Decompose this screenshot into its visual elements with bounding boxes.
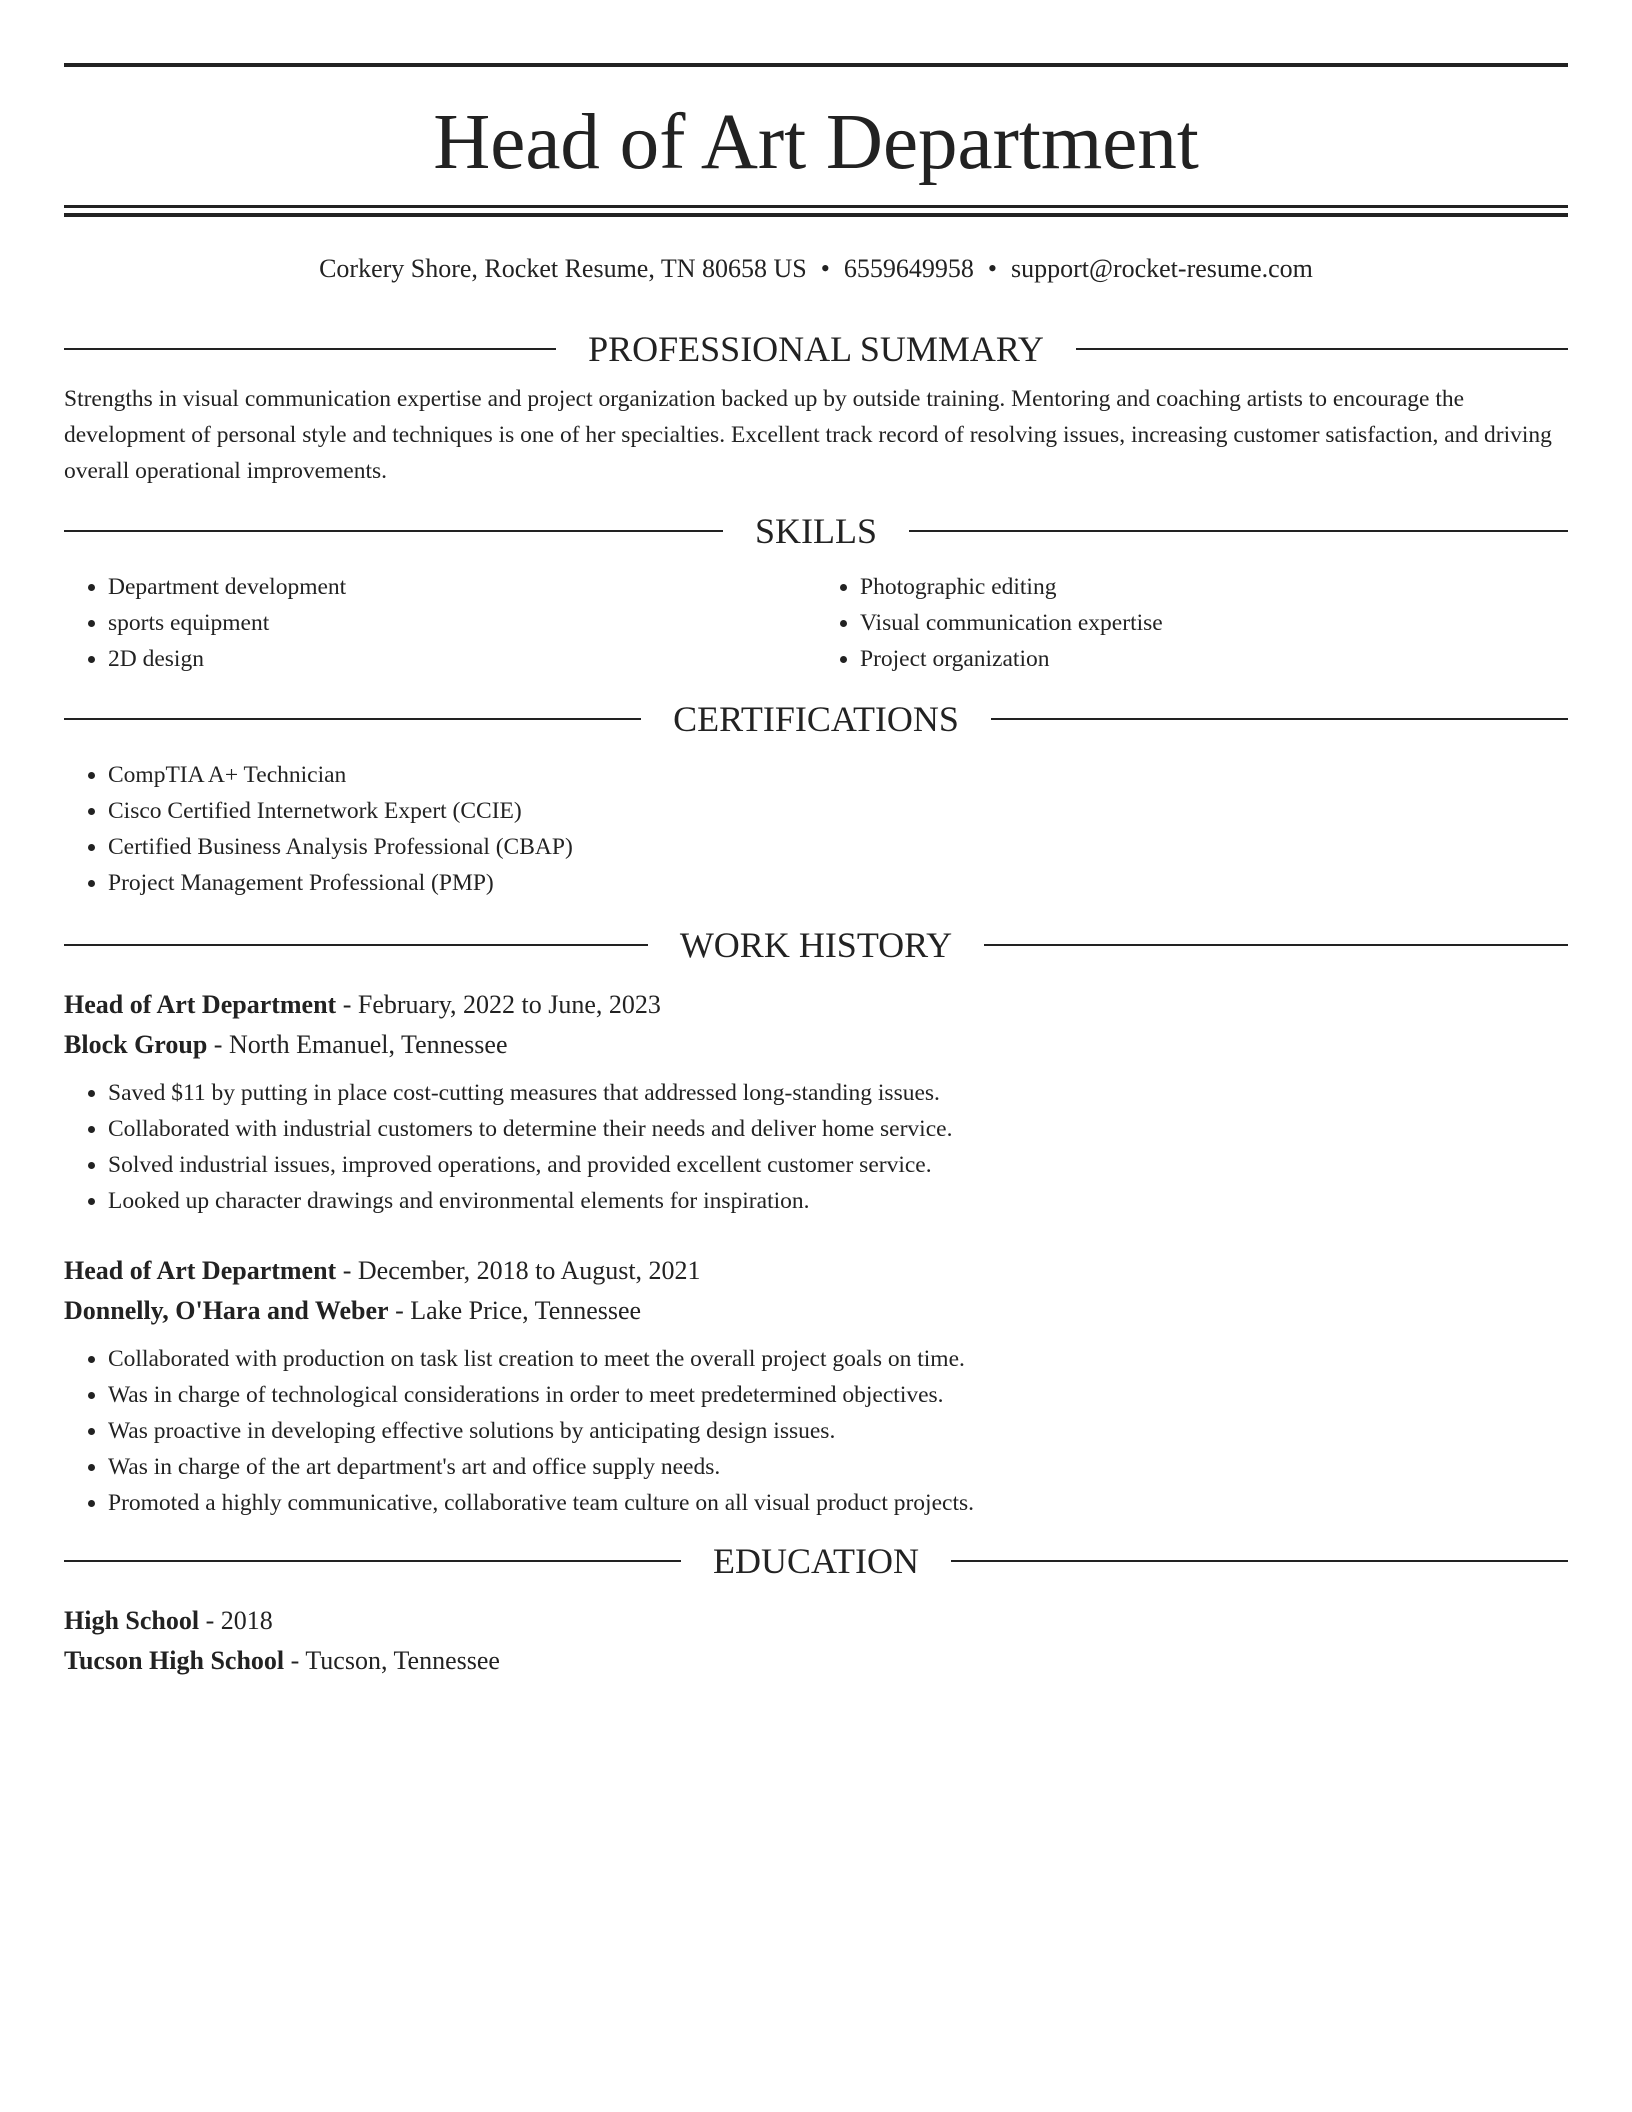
education-degree-line (64, 1601, 1568, 1641)
section-heading-education (64, 1543, 1568, 1579)
section-heading-skills (64, 513, 1568, 549)
job-bullet: • Was in charge of the art department's art and office supply needs. (108, 1449, 1568, 1485)
job-title: Head of Art Department (64, 990, 337, 1019)
education-year: - 2018 (199, 1606, 273, 1635)
contact-separator: • (820, 254, 830, 283)
skills-column-left (64, 569, 816, 677)
section-title-work: WORK HISTORY (679, 925, 953, 965)
contact-address: Corkery Shore, Rocket Resume, TN 80658 US (319, 254, 807, 283)
job-company: Donnelly, O'Hara and Weber (64, 1296, 389, 1325)
skill-item: • Photographic editing (860, 569, 1568, 605)
skill-item: • Visual communication expertise (860, 605, 1568, 641)
certification-item: • Cisco Certified Internetwork Expert (CCIE) (108, 793, 1568, 829)
contact-separator: • (987, 254, 997, 283)
job-dates: - February, 2022 to June, 2023 (336, 990, 661, 1019)
job-bullet: • Looked up character drawings and environmental elements for inspiration. (108, 1183, 1568, 1219)
job-location: - Lake Price, Tennessee (388, 1296, 642, 1325)
heading-rule-right (984, 944, 1568, 946)
job-bullet: • Was in charge of technological considerations in order to meet predetermined objectives. (108, 1377, 1568, 1413)
certification-item: • CompTIA A+ Technician (108, 757, 1568, 793)
heading-rule-right (951, 1560, 1568, 1562)
job-bullet: • Saved $11 by putting in place cost-cutting measures that addressed long-standing issues. (108, 1075, 1568, 1111)
top-rule (64, 63, 1568, 67)
job-bullet: • Solved industrial issues, improved operations, and provided excellent customer service. (108, 1147, 1568, 1183)
job-title-line (64, 1251, 1568, 1291)
education-degree: High School (64, 1606, 200, 1635)
job-company-line (64, 1025, 1568, 1065)
section-title-summary: PROFESSIONAL SUMMARY (588, 329, 1044, 369)
job-entry (64, 985, 1568, 1219)
heading-rule-left (64, 944, 648, 946)
heading-rule-left (64, 530, 723, 532)
education-entry (64, 1601, 1568, 1681)
skill-item: • sports equipment (108, 605, 816, 641)
education-location: - Tucson, Tennessee (284, 1646, 500, 1675)
skills-list (64, 569, 1568, 677)
job-bullets (64, 1341, 1568, 1521)
job-company: Block Group (64, 1030, 208, 1059)
heading-rule-right (909, 530, 1568, 532)
job-bullet: • Collaborated with production on task list creation to meet the overall project goals on time. (108, 1341, 1568, 1377)
job-company-line (64, 1291, 1568, 1331)
certification-item: • Certified Business Analysis Professional (CBAP) (108, 829, 1568, 865)
job-bullet: • Was proactive in developing effective solutions by anticipating design issues. (108, 1413, 1568, 1449)
section-title-education: EDUCATION (713, 1541, 919, 1581)
job-bullet: • Promoted a highly communicative, collaborative team culture on all visual product projects. (108, 1485, 1568, 1521)
summary-text: Strengths in visual communication expertise and project organization backed up by outside training. Mentoring and coaching artists to encourage the development of personal style and techniques is one of her specialties. Excellent track record of resolving issues, increasing customer satisfaction, and driving overall operational improvements. (64, 386, 1552, 484)
job-bullet: • Collaborated with industrial customers to determine their needs and deliver home service. (108, 1111, 1568, 1147)
heading-rule-right (1076, 348, 1568, 350)
job-title: Head of Art Department (64, 1256, 337, 1285)
resume-title: Head of Art Department (433, 99, 1199, 186)
education-school-line (64, 1641, 1568, 1681)
education-school: Tucson High School (64, 1646, 285, 1675)
job-entry (64, 1251, 1568, 1521)
skill-item: • 2D design (108, 641, 816, 677)
heading-rule-right (991, 718, 1568, 720)
skills-column-right (816, 569, 1568, 677)
skill-item: • Project organization (860, 641, 1568, 677)
certification-item: • Project Management Professional (PMP) (108, 865, 1568, 901)
contact-email[interactable]: support@rocket-resume.com (1011, 254, 1313, 283)
heading-rule-left (64, 348, 556, 350)
job-bullets (64, 1075, 1568, 1219)
contact-phone[interactable]: 6559649958 (843, 254, 974, 283)
contact-line (64, 253, 1568, 285)
section-heading-work (64, 927, 1568, 963)
skill-item: • Department development (108, 569, 816, 605)
heading-rule-left (64, 1560, 681, 1562)
heading-rule-left (64, 718, 641, 720)
section-title-certifications: CERTIFICATIONS (673, 699, 959, 739)
section-heading-certifications (64, 701, 1568, 737)
job-title-line (64, 985, 1568, 1025)
section-heading-summary (64, 331, 1568, 367)
job-location: - North Emanuel, Tennessee (207, 1030, 508, 1059)
certifications-list (64, 757, 1568, 901)
title-double-rule (64, 205, 1568, 217)
job-dates: - December, 2018 to August, 2021 (336, 1256, 701, 1285)
section-title-skills: SKILLS (755, 511, 878, 551)
